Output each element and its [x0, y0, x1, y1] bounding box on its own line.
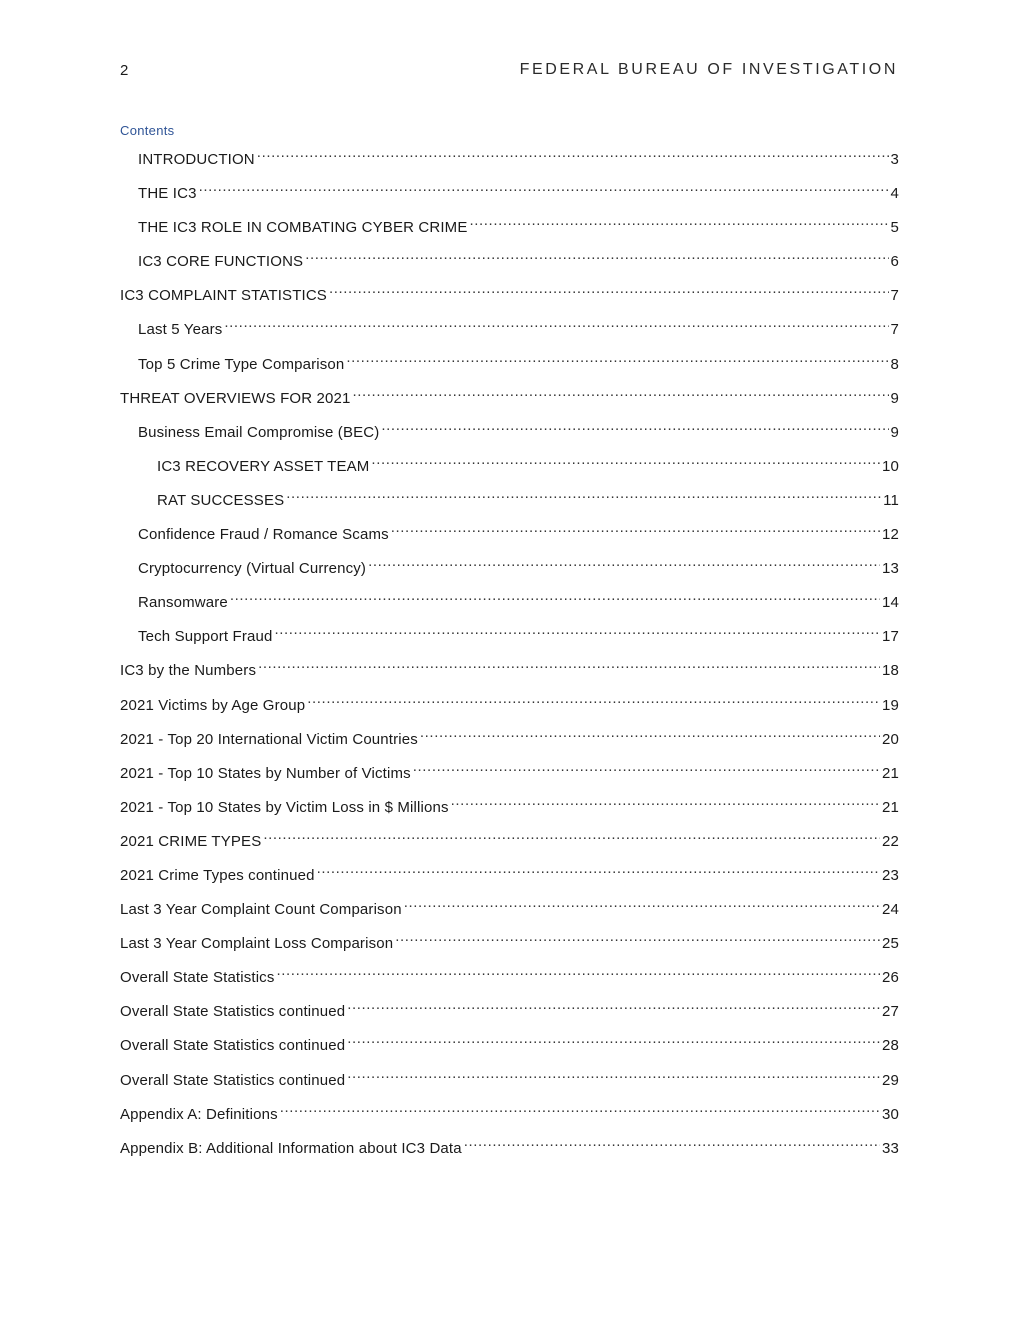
toc-entry[interactable] — [120, 1063, 899, 1097]
toc-entry[interactable] — [120, 722, 899, 756]
dot-leader — [381, 415, 888, 437]
dot-leader — [286, 483, 881, 505]
toc-entry-page-number: 8 — [890, 355, 899, 373]
toc-entry-label: Last 3 Year Complaint Loss Comparison — [120, 935, 394, 953]
toc-entry-label: Last 5 Years — [138, 321, 223, 339]
toc-entry[interactable] — [120, 244, 899, 278]
toc-entry-label: 2021 - Top 10 States by Victim Loss in $ Millions — [120, 798, 449, 816]
toc-entry-label: Cryptocurrency (Virtual Currency) — [138, 560, 367, 578]
toc-entry[interactable] — [120, 892, 899, 926]
toc-entry-label: 2021 Crime Types continued — [120, 866, 315, 884]
toc-entry-label: Business Email Compromise (BEC) — [138, 423, 380, 441]
toc-entry-label: 2021 CRIME TYPES — [120, 832, 262, 850]
toc-entry-label: THE IC3 ROLE IN COMBATING CYBER CRIME — [138, 219, 468, 237]
table-of-contents — [120, 142, 899, 1165]
toc-entry-label: Ransomware — [138, 594, 228, 612]
toc-entry-label: THREAT OVERVIEWS FOR 2021 — [120, 389, 351, 407]
toc-entry-page-number: 33 — [882, 1139, 899, 1157]
toc-entry[interactable] — [120, 926, 899, 960]
toc-entry-label: Tech Support Fraud — [138, 628, 273, 646]
toc-entry-page-number: 11 — [883, 491, 899, 509]
dot-leader — [258, 653, 880, 675]
dot-leader — [257, 142, 889, 164]
toc-entry-page-number: 26 — [882, 969, 899, 987]
toc-entry-label: INTRODUCTION — [138, 151, 255, 168]
dot-leader — [307, 688, 880, 710]
dot-leader — [404, 892, 880, 914]
dot-leader — [305, 244, 888, 266]
toc-entry-page-number: 27 — [882, 1003, 899, 1021]
toc-entry-page-number: 23 — [882, 866, 899, 884]
toc-entry-page-number: 4 — [890, 185, 899, 203]
toc-entry[interactable] — [120, 858, 899, 892]
toc-entry[interactable] — [120, 1028, 899, 1062]
toc-entry-label: Top 5 Crime Type Comparison — [138, 355, 345, 373]
dot-leader — [464, 1131, 880, 1153]
dot-leader — [347, 994, 880, 1016]
dot-leader — [420, 722, 880, 744]
toc-entry[interactable] — [120, 415, 899, 449]
toc-entry[interactable] — [120, 824, 899, 858]
toc-entry[interactable] — [120, 381, 899, 415]
toc-entry-page-number: 12 — [882, 526, 899, 544]
toc-entry-page-number: 19 — [882, 696, 899, 714]
toc-entry-page-number: 24 — [882, 901, 899, 919]
toc-entry[interactable] — [120, 688, 899, 722]
toc-entry-page-number: 9 — [890, 423, 899, 441]
toc-entry[interactable] — [120, 312, 899, 346]
toc-entry-label: IC3 RECOVERY ASSET TEAM — [157, 457, 370, 475]
dot-leader — [347, 1063, 880, 1085]
toc-entry-label: Overall State Statistics continued — [120, 1037, 346, 1055]
toc-entry-page-number: 7 — [890, 287, 899, 305]
toc-entry-page-number: 28 — [882, 1037, 899, 1055]
dot-leader — [280, 1097, 880, 1119]
toc-entry-page-number: 10 — [882, 457, 899, 475]
dot-leader — [368, 551, 880, 573]
page-number: 2 — [120, 62, 129, 79]
dot-leader — [395, 926, 880, 948]
dot-leader — [263, 824, 880, 846]
document-title: FEDERAL BUREAU OF INVESTIGATION — [519, 61, 898, 78]
toc-entry[interactable] — [120, 551, 899, 585]
toc-entry[interactable] — [120, 960, 899, 994]
toc-entry-label: Overall State Statistics — [120, 969, 275, 987]
toc-entry[interactable] — [120, 790, 899, 824]
dot-leader — [317, 858, 880, 880]
toc-entry[interactable] — [120, 347, 899, 381]
toc-entry-page-number: 9 — [890, 389, 899, 407]
toc-entry-page-number: 20 — [882, 730, 899, 748]
toc-entry-page-number: 29 — [882, 1071, 899, 1089]
toc-entry-page-number: 21 — [882, 798, 899, 816]
toc-entry-label: Overall State Statistics continued — [120, 1071, 346, 1089]
toc-entry-label: 2021 - Top 20 International Victim Countries — [120, 730, 418, 748]
toc-entry[interactable] — [120, 994, 899, 1028]
dot-leader — [347, 1028, 880, 1050]
toc-entry-label: THE IC3 — [138, 185, 197, 203]
toc-entry-label: RAT SUCCESSES — [157, 491, 285, 509]
dot-leader — [352, 381, 888, 403]
toc-entry[interactable] — [120, 176, 899, 210]
toc-entry[interactable] — [120, 653, 899, 687]
dot-leader — [199, 176, 889, 198]
toc-entry-label: IC3 COMPLAINT STATISTICS — [120, 287, 327, 305]
dot-leader — [274, 619, 880, 641]
toc-entry-label: Last 3 Year Complaint Count Comparison — [120, 901, 402, 919]
toc-entry-label: IC3 by the Numbers — [120, 662, 257, 680]
toc-entry[interactable] — [120, 278, 899, 312]
toc-entry-label: Appendix B: Additional Information about IC3 Data — [120, 1139, 462, 1157]
toc-entry-label: IC3 CORE FUNCTIONS — [138, 253, 304, 271]
toc-entry-page-number: 13 — [882, 560, 899, 578]
dot-leader — [277, 960, 881, 982]
toc-entry-page-number: 17 — [882, 628, 899, 646]
toc-entry-label: Overall State Statistics continued — [120, 1003, 346, 1021]
toc-entry[interactable] — [120, 756, 899, 790]
toc-entry-page-number: 22 — [882, 832, 899, 850]
dot-leader — [224, 312, 888, 334]
toc-entry-label: 2021 - Top 10 States by Number of Victims — [120, 764, 411, 782]
toc-entry-page-number: 5 — [890, 219, 899, 237]
toc-entry-label: Appendix A: Definitions — [120, 1105, 278, 1123]
dot-leader — [230, 585, 880, 607]
toc-entry[interactable] — [120, 1131, 899, 1165]
toc-entry[interactable] — [120, 483, 899, 517]
toc-entry-page-number: 6 — [890, 253, 899, 271]
toc-entry-page-number: 18 — [882, 662, 899, 680]
dot-leader — [469, 210, 888, 232]
toc-entry-page-number: 21 — [882, 764, 899, 782]
toc-entry[interactable] — [120, 449, 899, 483]
toc-entry[interactable] — [120, 585, 899, 619]
dot-leader — [371, 449, 880, 471]
toc-entry[interactable] — [120, 517, 899, 551]
toc-entry[interactable] — [120, 142, 899, 176]
dot-leader — [329, 278, 889, 300]
dot-leader — [413, 756, 880, 778]
dot-leader — [346, 347, 888, 369]
toc-entry-page-number: 14 — [882, 594, 899, 612]
toc-entry-page-number: 3 — [890, 151, 899, 168]
toc-entry[interactable] — [120, 619, 899, 653]
toc-entry-page-number: 25 — [882, 935, 899, 953]
toc-entry[interactable] — [120, 1097, 899, 1131]
toc-entry-label: Confidence Fraud / Romance Scams — [138, 526, 389, 544]
toc-heading: Contents — [120, 123, 175, 138]
toc-entry[interactable] — [120, 210, 899, 244]
dot-leader — [391, 517, 880, 539]
dot-leader — [451, 790, 880, 812]
toc-entry-page-number: 30 — [882, 1105, 899, 1123]
toc-entry-page-number: 7 — [890, 321, 899, 339]
toc-entry-label: 2021 Victims by Age Group — [120, 696, 306, 714]
